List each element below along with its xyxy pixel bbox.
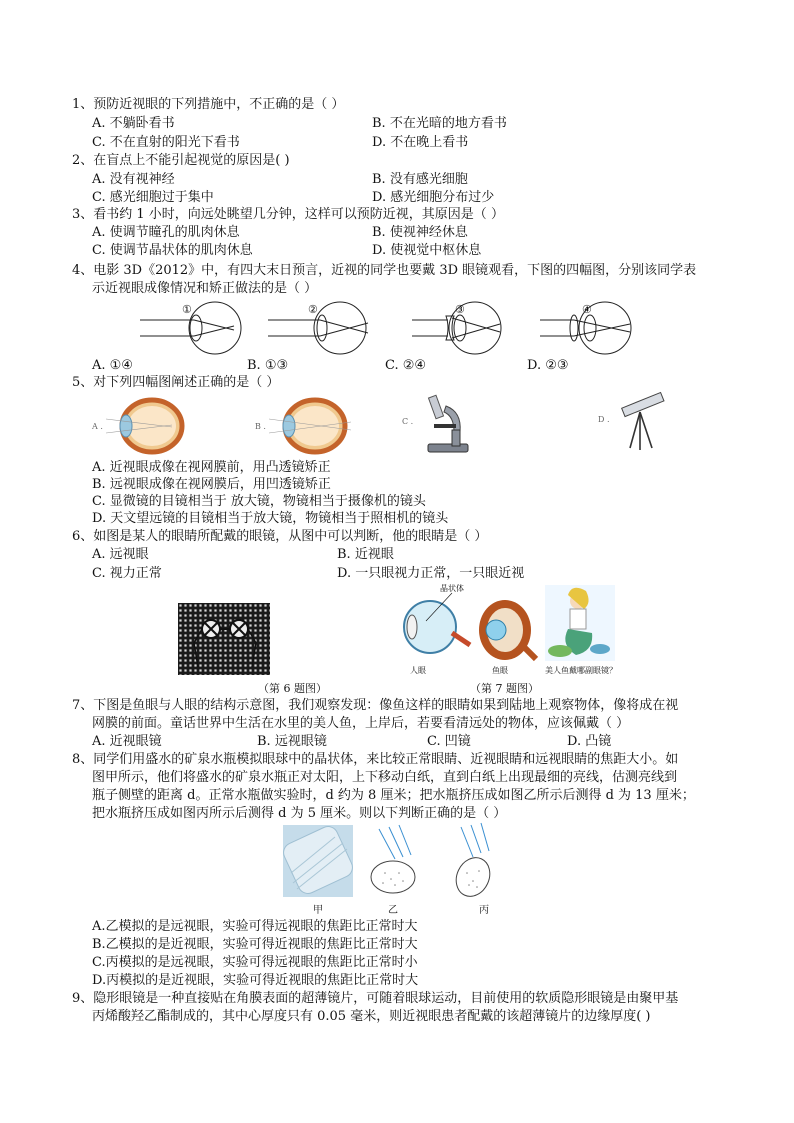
q8-bottle-figure	[283, 823, 515, 917]
q4-label-4: ④	[582, 303, 592, 316]
q5-fig-label-a: A .	[92, 422, 103, 431]
q2-option-b: B. 没有感光细胞	[372, 172, 468, 187]
q3-option-a: A. 使调节瞳孔的肌肉休息	[92, 225, 240, 240]
q4-option-d: D. ②③	[527, 358, 569, 373]
q7-lens-label: 晶状体	[440, 584, 464, 593]
q5-fig-a-eye	[92, 397, 192, 455]
q7-stem-line1: 7、下图是鱼眼与人眼的结构示意图，我们观察发现：像鱼这样的眼睛如果到陆地上观察物体，像将成在视	[72, 698, 679, 713]
q7-human-eye-label: 人眼	[410, 666, 426, 675]
q9-stem-line1: 9、隐形眼镜是一种直接贴在角膜表面的超薄镜片，可随着眼球运动，目前使用的软质隐形眼镜是由聚甲基	[72, 991, 679, 1006]
q7-eye-comparison-figure	[400, 585, 615, 677]
q6-option-b: B. 近视眼	[337, 547, 394, 562]
q4-option-c: C. ②④	[385, 358, 427, 373]
q8-stem-line1: 8、同学们用盛水的矿泉水瓶模拟眼球中的晶状体，来比较正常眼睛、近视眼睛和远视眼睛的焦距大小。如	[72, 752, 679, 767]
q2-stem: 2、在盲点上不能引起视觉的原因是( )	[72, 153, 290, 168]
q6-option-c: C. 视力正常	[92, 566, 162, 581]
q5-fig-label-b: B .	[255, 422, 266, 431]
q4-eye-diagrams	[130, 300, 670, 356]
q8-fig-label-bing: 丙	[479, 905, 489, 916]
q4-label-3: ③	[455, 303, 465, 316]
q5-fig-c-microscope	[402, 392, 482, 456]
q4-stem-line1: 4、电影 3D《2012》中，有四大末日预言，近视的同学也要戴 3D 眼镜观看，下图的四幅图，分别该同学表	[72, 263, 697, 278]
q7-option-a: A. 近视眼镜	[92, 734, 162, 749]
q5-fig-label-c: C .	[402, 417, 414, 426]
q4-stem-line2: 示近视眼成像情况和矫正做法的是（ ）	[92, 281, 318, 296]
q7-option-c: C. 凹镜	[427, 734, 471, 749]
q1-option-a: A. 不躺卧看书	[92, 116, 175, 131]
q1-option-b: B. 不在光暗的地方看书	[372, 116, 507, 131]
q6-option-a: A. 远视眼	[92, 547, 149, 562]
q8-option-c: C.丙模拟的是远视眼，实验可得远视眼的焦距比正常时小	[92, 955, 418, 970]
q5-option-b: B. 远视眼成像在视网膜后，用凹透镜矫正	[92, 477, 331, 492]
q8-stem-line3: 瓶子侧壁的距离 d。正常水瓶做实验时，d 约为 8 厘米；把水瓶挤压成如图乙所示后测得 d 为 13 厘米；	[92, 788, 695, 803]
q9-stem-line2: 丙烯酸羟乙酯制成的，其中心厚度只有 0.05 毫米，则近视眼患者配戴的该超薄镜片的边缘厚度( )	[92, 1009, 651, 1024]
q3-option-d: D. 使视觉中枢休息	[372, 243, 482, 258]
q6-stem: 6、如图是某人的眼睛所配戴的眼镜，从图中可以判断，他的眼睛是（ ）	[72, 529, 488, 544]
q5-fig-b-eye	[255, 397, 355, 455]
q1-option-c: C. 不在直射的阳光下看书	[92, 135, 240, 150]
q5-option-c: C. 显微镜的目镜相当于 放大镜，物镜相当于摄像机的镜头	[92, 494, 426, 509]
q2-option-a: A. 没有视神经	[92, 172, 175, 187]
q7-stem-line2: 网膜的前面。童话世界中生活在水里的美人鱼，上岸后，若要看清远处的物体，应该佩戴（ ）	[92, 716, 630, 731]
q6-figure-caption: （第 6 题图）	[258, 682, 327, 695]
q8-option-b: B.乙模拟的是近视眼，实验可得近视眼的焦距比正常时大	[92, 937, 418, 952]
q7-option-b: B. 远视眼镜	[257, 734, 327, 749]
q4-label-2: ②	[308, 303, 318, 316]
q2-option-d: D. 感光细胞分布过少	[372, 190, 495, 205]
q8-stem-line4: 把水瓶挤压成如图丙所示后测得 d 为 5 厘米。则以下判断正确的是（ ）	[92, 806, 507, 821]
q7-figure-caption: （第 7 题图）	[470, 682, 539, 695]
q5-stem: 5、对下列四幅图阐述正确的是（ ）	[72, 375, 280, 390]
q4-option-b: B. ①③	[247, 358, 289, 373]
q5-fig-label-d: D .	[598, 415, 610, 424]
q5-option-a: A. 近视眼成像在视网膜前，用凸透镜矫正	[92, 460, 331, 475]
q3-option-c: C. 使调节晶状体的肌肉休息	[92, 243, 253, 258]
q8-option-d: D.丙模拟的是近视眼，实验可得近视眼的焦距比正常时大	[92, 973, 419, 988]
q3-option-b: B. 使视神经休息	[372, 225, 468, 240]
q5-option-d: D. 天文望远镜的目镜相当于放大镜，物镜相当于照相机的镜头	[92, 511, 449, 526]
q3-stem: 3、看书约 1 小时，向远处眺望几分钟，这样可以预防近视，其原因是（ ）	[72, 207, 504, 222]
q1-stem: 1、预防近视眼的下列措施中，不正确的是（ ）	[72, 97, 345, 112]
q7-option-d: D. 凸镜	[567, 734, 612, 749]
q6-glasses-figure	[178, 603, 270, 675]
q8-fig-label-yi: 乙	[388, 905, 398, 916]
q2-option-c: C. 感光细胞过于集中	[92, 190, 214, 205]
q4-label-1: ①	[182, 303, 192, 316]
q4-option-a: A. ①④	[92, 358, 133, 373]
q6-option-d: D. 一只眼视力正常，一只眼近视	[337, 566, 525, 581]
q8-fig-label-jia: 甲	[313, 905, 323, 916]
q8-option-a: A.乙模拟的是远视眼，实验可得远视眼的焦距比正常时大	[92, 919, 418, 934]
q1-option-d: D. 不在晚上看书	[372, 135, 469, 150]
q8-stem-line2: 图甲所示，他们将盛水的矿泉水瓶正对太阳，上下移动白纸，直到白纸上出现最细的亮线，估测亮线到	[92, 770, 678, 785]
q5-fig-d-telescope	[598, 390, 668, 456]
q7-mermaid-label: 美人鱼戴哪副眼镜？	[545, 666, 617, 675]
q7-fish-eye-label: 鱼眼	[492, 666, 508, 675]
